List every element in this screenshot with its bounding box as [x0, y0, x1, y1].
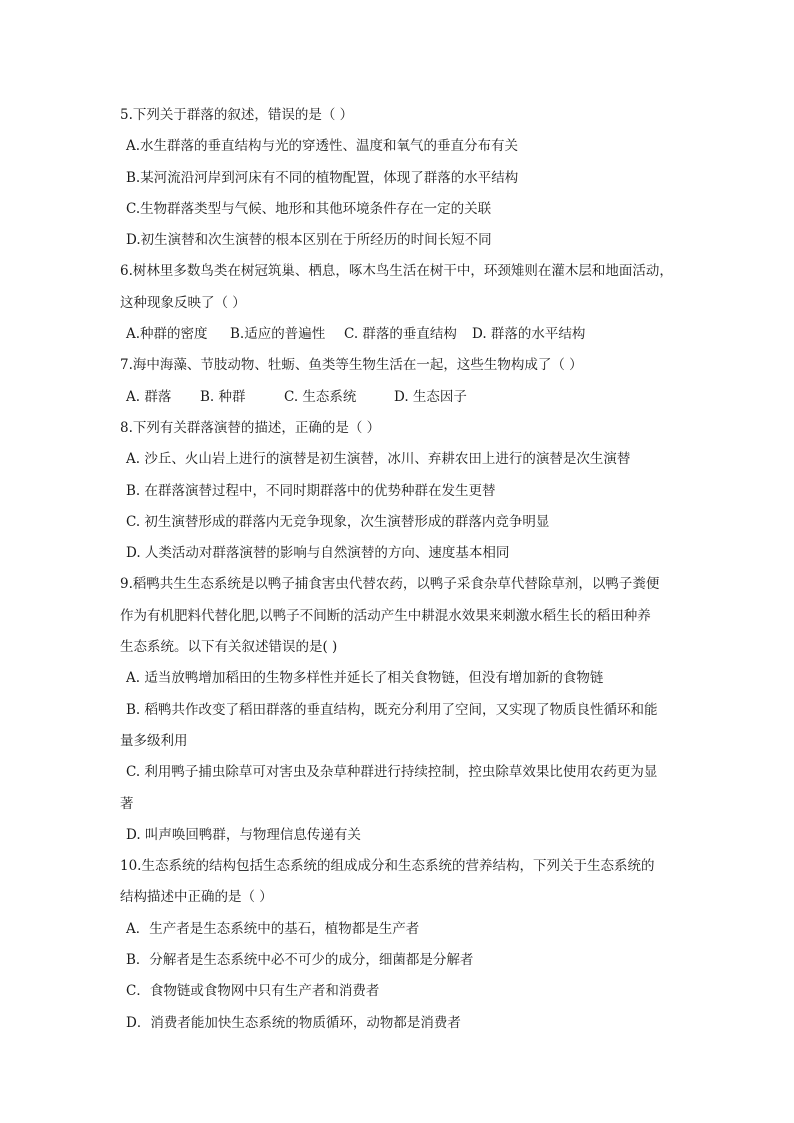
question-stem: 8.下列有关群落演替的描述，正确的是（ ）	[120, 419, 381, 436]
option-d: D. 叫声唤回鸭群，与物理信息传递有关	[126, 826, 361, 843]
question-7	[120, 350, 680, 413]
question-list	[120, 100, 680, 1039]
question-stem-continued: 这种现象反映了（ ）	[120, 294, 246, 311]
question-stem: 9.稻鸭共生生态系统是以鸭子捕食害虫代替农药，以鸭子采食杂草代替除草剂，以鸭子粪便	[120, 576, 660, 593]
option-b: B. 稻鸭共作改变了稻田群落的垂直结构，既充分利用了空间，又实现了物质良性循环和能	[126, 701, 658, 718]
question-9	[120, 569, 680, 851]
option-a: A. 沙丘、火山岩上进行的演替是初生演替，冰川、弃耕农田上进行的演替是次生演替	[126, 451, 631, 468]
question-8	[120, 413, 680, 569]
option-b-continued: 量多级利用	[120, 732, 188, 749]
option-a: A. 适当放鸭增加稻田的生物多样性并延长了相关食物链，但没有增加新的食物链	[126, 670, 604, 687]
option-b: B．分解者是生态系统中必不可少的成分，细菌都是分解者	[126, 952, 474, 969]
inline-options	[120, 319, 680, 350]
option-a: A. 群落	[126, 388, 172, 405]
question-10	[120, 851, 680, 1039]
question-stem-continued: 生态系统。以下有关叙述错误的是( )	[120, 639, 338, 656]
option-d: D. 人类活动对群落演替的影响与自然演替的方向、速度基本相同	[126, 545, 510, 562]
option-c: C.生物群落类型与气候、地形和其他环境条件存在一定的关联	[126, 200, 492, 217]
question-stem-continued: 结构描述中正确的是（ ）	[120, 889, 273, 906]
option-c: C. 初生演替形成的群落内无竞争现象，次生演替形成的群落内竞争明显	[126, 513, 550, 530]
option-a: A．生产者是生态系统中的基石，植物都是生产者	[126, 920, 420, 937]
inline-options	[120, 382, 680, 413]
option-c: C. 利用鸭子捕虫除草可对害虫及杂草种群进行持续控制，控虫除草效果比使用农药更为显	[126, 764, 658, 781]
question-stem: 7.海中海藻、节肢动物、牡蛎、鱼类等生物生活在一起，这些生物构成了（ ）	[120, 357, 583, 374]
question-stem: 6.树林里多数鸟类在树冠筑巢、栖息，啄木鸟生活在树干中，环颈雉则在灌木层和地面活动，	[120, 263, 673, 280]
option-d: D.初生演替和次生演替的根本区别在于所经历的时间长短不同	[126, 232, 492, 249]
option-a: A.种群的密度	[126, 326, 208, 343]
option-b: B. 在群落演替过程中，不同时期群落中的优势种群在发生更替	[126, 482, 496, 499]
question-stem: 10.生态系统的结构包括生态系统的组成成分和生态系统的营养结构，下列关于生态系统的	[120, 858, 655, 875]
option-a: A.水生群落的垂直结构与光的穿透性、温度和氧气的垂直分布有关	[126, 138, 519, 155]
option-d: D．消费者能加快生态系统的物质循环，动物都是消费者	[126, 1014, 461, 1031]
option-c: C．食物链或食物网中只有生产者和消费者	[126, 983, 380, 1000]
option-c: C. 生态系统	[284, 388, 357, 405]
option-c: C. 群落的垂直结构	[344, 326, 457, 343]
question-6	[120, 256, 680, 350]
option-b: B. 种群	[200, 388, 246, 405]
question-stem-continued: 作为有机肥料代替化肥,以鸭子不间断的活动产生中耕混水效果来刺激水稻生长的稻田种养	[120, 607, 651, 624]
option-b: B.适应的普遍性	[230, 326, 326, 343]
option-c-continued: 著	[120, 795, 134, 812]
question-5	[120, 100, 680, 256]
option-b: B.某河流沿河岸到河床有不同的植物配置，体现了群落的水平结构	[126, 169, 519, 186]
option-d: D. 群落的水平结构	[472, 326, 586, 343]
question-stem: 5.下列关于群落的叙述，错误的是（ ）	[120, 107, 354, 123]
option-d: D. 生态因子	[394, 388, 467, 405]
